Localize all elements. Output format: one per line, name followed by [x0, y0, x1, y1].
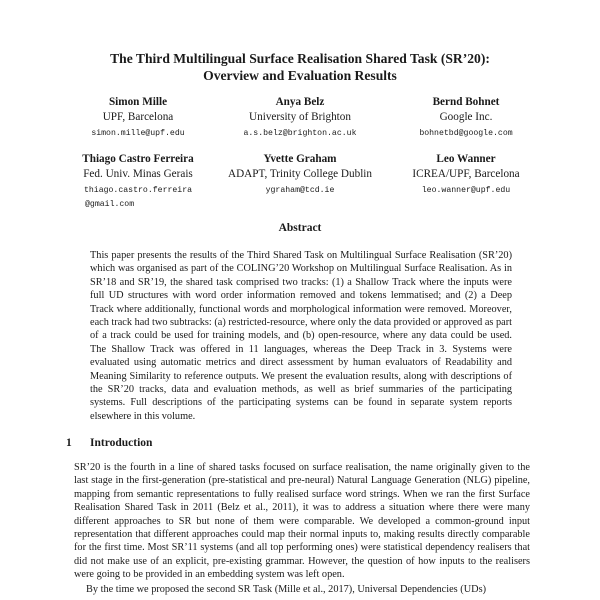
author-affiliation: Fed. Univ. Minas Gerais: [83, 168, 193, 180]
author-block: [215, 152, 385, 198]
author-affiliation: ICREA/UPF, Barcelona: [412, 168, 520, 180]
author-email-line-2: @gmail.com: [85, 200, 135, 209]
section-heading: [66, 437, 152, 449]
author-email: bohnetbd@google.com: [419, 129, 513, 138]
author-email-line-1: thiago.castro.ferreira: [83, 186, 193, 195]
author-affiliation: UPF, Barcelona: [102, 111, 174, 123]
intro-paragraph-continued: By the time we proposed the second SR Task (Mille et al., 2017), Universal Dependencies (UDs): [86, 584, 487, 595]
abstract-heading: Abstract: [278, 222, 322, 234]
section-number: 1: [66, 437, 72, 449]
author-email: a.s.belz@brighton.ac.uk: [243, 129, 357, 138]
author-name: Yvette Graham: [263, 153, 337, 165]
author-name: Thiago Castro Ferreira: [82, 153, 194, 165]
paper-title: [60, 50, 540, 84]
author-name: Leo Wanner: [436, 153, 496, 165]
author-name: Simon Mille: [108, 96, 168, 108]
author-name: Anya Belz: [275, 96, 325, 108]
author-email: leo.wanner@upf.edu: [421, 186, 511, 195]
author-email: [53, 184, 223, 212]
author-block: [381, 152, 551, 198]
author-block: [381, 95, 551, 141]
section-title: Introduction: [90, 437, 153, 449]
author-block: [53, 152, 223, 212]
author-block: [215, 95, 385, 141]
author-block: [53, 95, 223, 141]
abstract-body: This paper presents the results of the Third Shared Task on Multilingual Surface Realisation (SR’20) which was organised as part of the COLING’20 Workshop on Multilingual Surface Realisation. As in SR’18 and SR’19, the shared task comprised two tracks: (1) a Shallow Track where the inputs were full UD structures with word order information removed and tokens lemmatised; and (2) a Deep Track where additionally, functional words and morphological information were removed. Moreover, each track had two subtracks: (a) restricted-resource, where only the data provided or approved as part of a track could be used for training models, and (b) open-resource, where any data could be used. The Shallow Track was offered in 11 languages, whereas the Deep Track in 3. Systems were evaluated using automatic metrics and direct assessment by human evaluators of Readability and Meaning Similarity to reference outputs. We present the evaluation results, along with descriptions of the SR’20 tracks, data and evaluation methods, as well as brief summaries of the participating systems. Full descriptions of the participating systems can be found in separate system reports elsewhere in this volume.: [90, 250, 512, 422]
title-line-2: Overview and Evaluation Results: [203, 68, 397, 83]
author-affiliation: ADAPT, Trinity College Dublin: [228, 168, 372, 180]
author-email: ygraham@tcd.ie: [265, 186, 335, 195]
title-line-1: The Third Multilingual Surface Realisation Shared Task (SR’20):: [110, 51, 490, 66]
author-affiliation: Google Inc.: [439, 111, 493, 123]
author-email: simon.mille@upf.edu: [91, 129, 185, 138]
author-affiliation: University of Brighton: [249, 111, 351, 123]
intro-paragraph: SR’20 is the fourth in a line of shared tasks focused on surface realisation, the name originally given to the last stage in the first-generation (pre-statistical and pre-neural) Natural Language Generation (NLG) pipeline, mapping from semantic representations to fully realised surface word strings. When we ran the first Surface Realisation Shared Task in 2011 (Belz et al., 2011), it was to address a situation where there were many different approaches to SR but none of them were comparable. We developed a common-ground input representation that different approaches could map their normal inputs to, making results directly comparable for the first time. Most SR’11 systems (and all top performing ones) were statistical dependency realisers that did not make use of an explicit, pre-existing grammar. However, the question of how inputs to the realisers were going to be provided in an embedding system was left open.: [74, 462, 530, 581]
author-name: Bernd Bohnet: [432, 96, 500, 108]
